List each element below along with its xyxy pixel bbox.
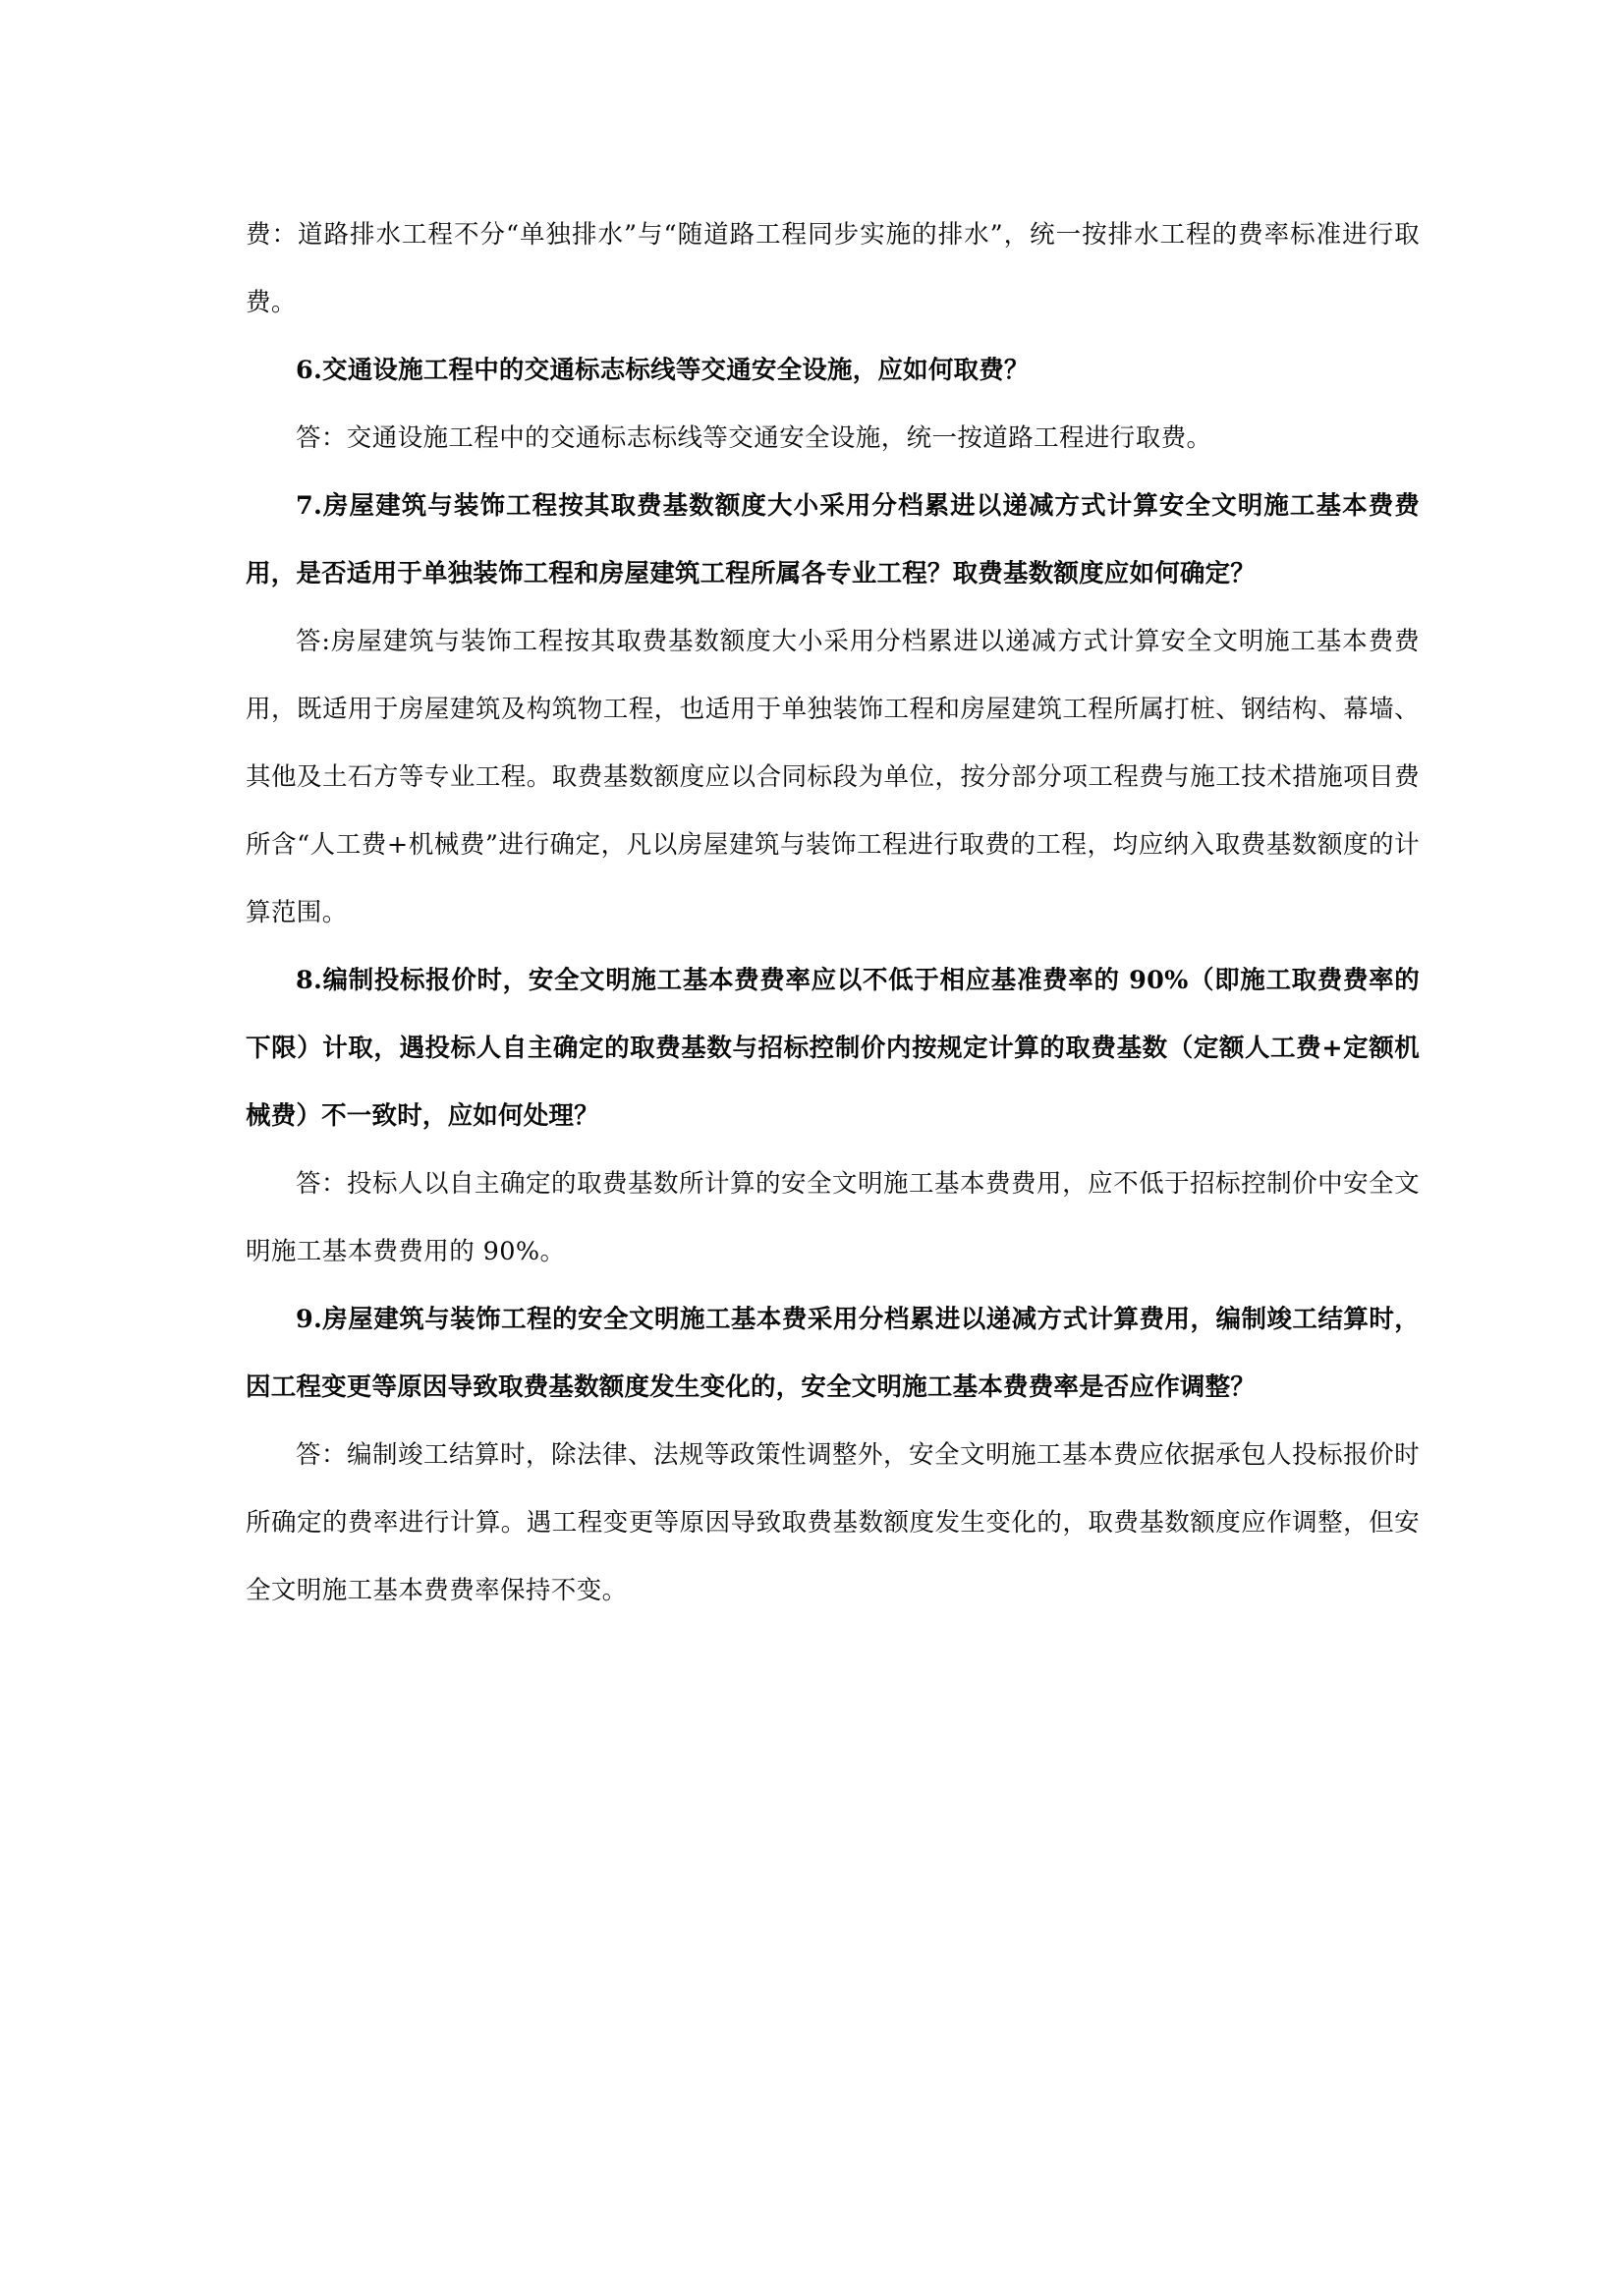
question-6: 6.交通设施工程中的交通标志标线等交通安全设施，应如何取费？	[296, 356, 1030, 385]
answer-6: 答：交通设施工程中的交通标志标线等交通安全设施，统一按道路工程进行取费。	[296, 423, 1212, 453]
question-9: 9.房屋建筑与装饰工程的安全文明施工基本费采用分档累进以递减方式计算费用，编制竣工结算时，因工程变更等原因导致取费基数额度发生变化的，安全文明施工基本费费率是否应作调整？	[246, 1305, 1420, 1402]
paragraph-continuation: 费：道路排水工程不分“单独排水”与“随道路工程同步实施的排水”，统一按排水工程的费率标准进行取费。	[246, 220, 1420, 317]
answer-9: 答：编制竣工结算时，除法律、法规等政策性调整外，安全文明施工基本费应依据承包人投标报价时所确定的费率进行计算。遇工程变更等原因导致取费基数额度发生变化的，取费基数额度应作调整，但安全文明施工基本费费率保持不变。	[246, 1440, 1420, 1605]
answer-7: 答:房屋建筑与装饰工程按其取费基数额度大小采用分档累进以递减方式计算安全文明施工基本费费用，既适用于房屋建筑及构筑物工程，也适用于单独装饰工程和房屋建筑工程所属打桩、钢结构、幕墙、其他及土石方等专业工程。取费基数额度应以合同标段为单位，按分部分项工程费与施工技术措施项目费所含“人工费+机械费”进行确定，凡以房屋建筑与装饰工程进行取费的工程，均应纳入取费基数额度的计算范围。	[246, 627, 1420, 927]
question-7: 7.房屋建筑与装饰工程按其取费基数额度大小采用分档累进以递减方式计算安全文明施工基本费费用，是否适用于单独装饰工程和房屋建筑工程所属各专业工程？取费基数额度应如何确定？	[246, 491, 1420, 588]
question-8: 8.编制投标报价时，安全文明施工基本费费率应以不低于相应基准费率的 90%（即施工取费费率的下限）计取，遇投标人自主确定的取费基数与招标控制价内按规定计算的取费基数（定额人工费+定额机械费）不一致时，应如何处理？	[246, 966, 1420, 1131]
answer-8: 答：投标人以自主确定的取费基数所计算的安全文明施工基本费费用，应不低于招标控制价中安全文明施工基本费费用的 90%。	[246, 1169, 1420, 1266]
document-body	[246, 201, 1420, 1625]
